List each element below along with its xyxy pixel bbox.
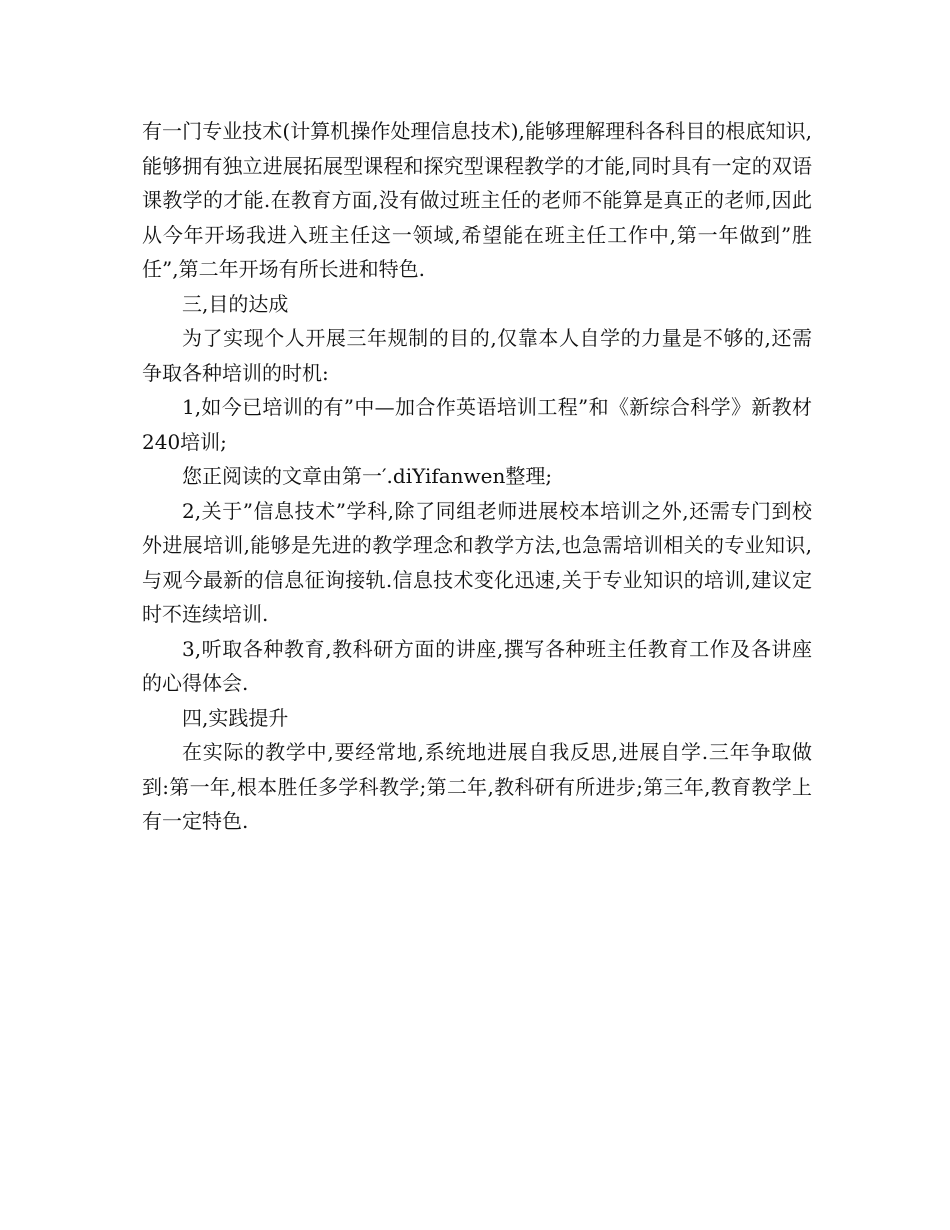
paragraph-training-intro: 为了实现个人开展三年规制的目的,仅靠本人自学的力量是不够的,还需争取各种培训的时机: [142,326,812,385]
section-heading-practice: 四,实践提升 [182,705,289,730]
list-item-1: 1,如今已培训的有”中—加合作英语培训工程”和《新综合科学》新教材240培训; [142,395,812,454]
document-body [142,114,812,839]
list-item-2: 2,关于”信息技术”学科,除了同组老师进展校本培训之外,还需专门到校外进展培训,能够是先进的教学理念和教学方法,也急需培训相关的专业知识,与观今最新的信息征询接轨.信息技术变化迅速,关于专业知识的培训,建议定时不连续培训. [142,498,812,626]
source-note: 您正阅读的文章由第一′.diYifanwen整理; [182,464,553,488]
section-heading-goal-achievement: 三,目的达成 [182,291,289,316]
paragraph-continuation: 有一门专业技术(计算机操作处理信息技术),能够理解理科各科目的根底知识,能够拥有独立进展拓展型课程和探究型课程教学的才能,同时具有一定的双语课教学的才能.在教育方面,没有做过班主任的老师不能算是真正的老师,因此从今年开场我进入班主任这一领域,希望能在班主任工作中,第一年做到”胜任”,第二年开场有所长进和特色. [142,119,812,281]
list-item-3: 3,听取各种教育,教科研方面的讲座,撰写各种班主任教育工作及各讲座的心得体会. [142,636,812,695]
paragraph-practice: 在实际的教学中,要经常地,系统地进展自我反思,进展自学.三年争取做到:第一年,根本胜任多学科教学;第二年,教科研有所进步;第三年,教育教学上有一定特色. [142,740,812,833]
